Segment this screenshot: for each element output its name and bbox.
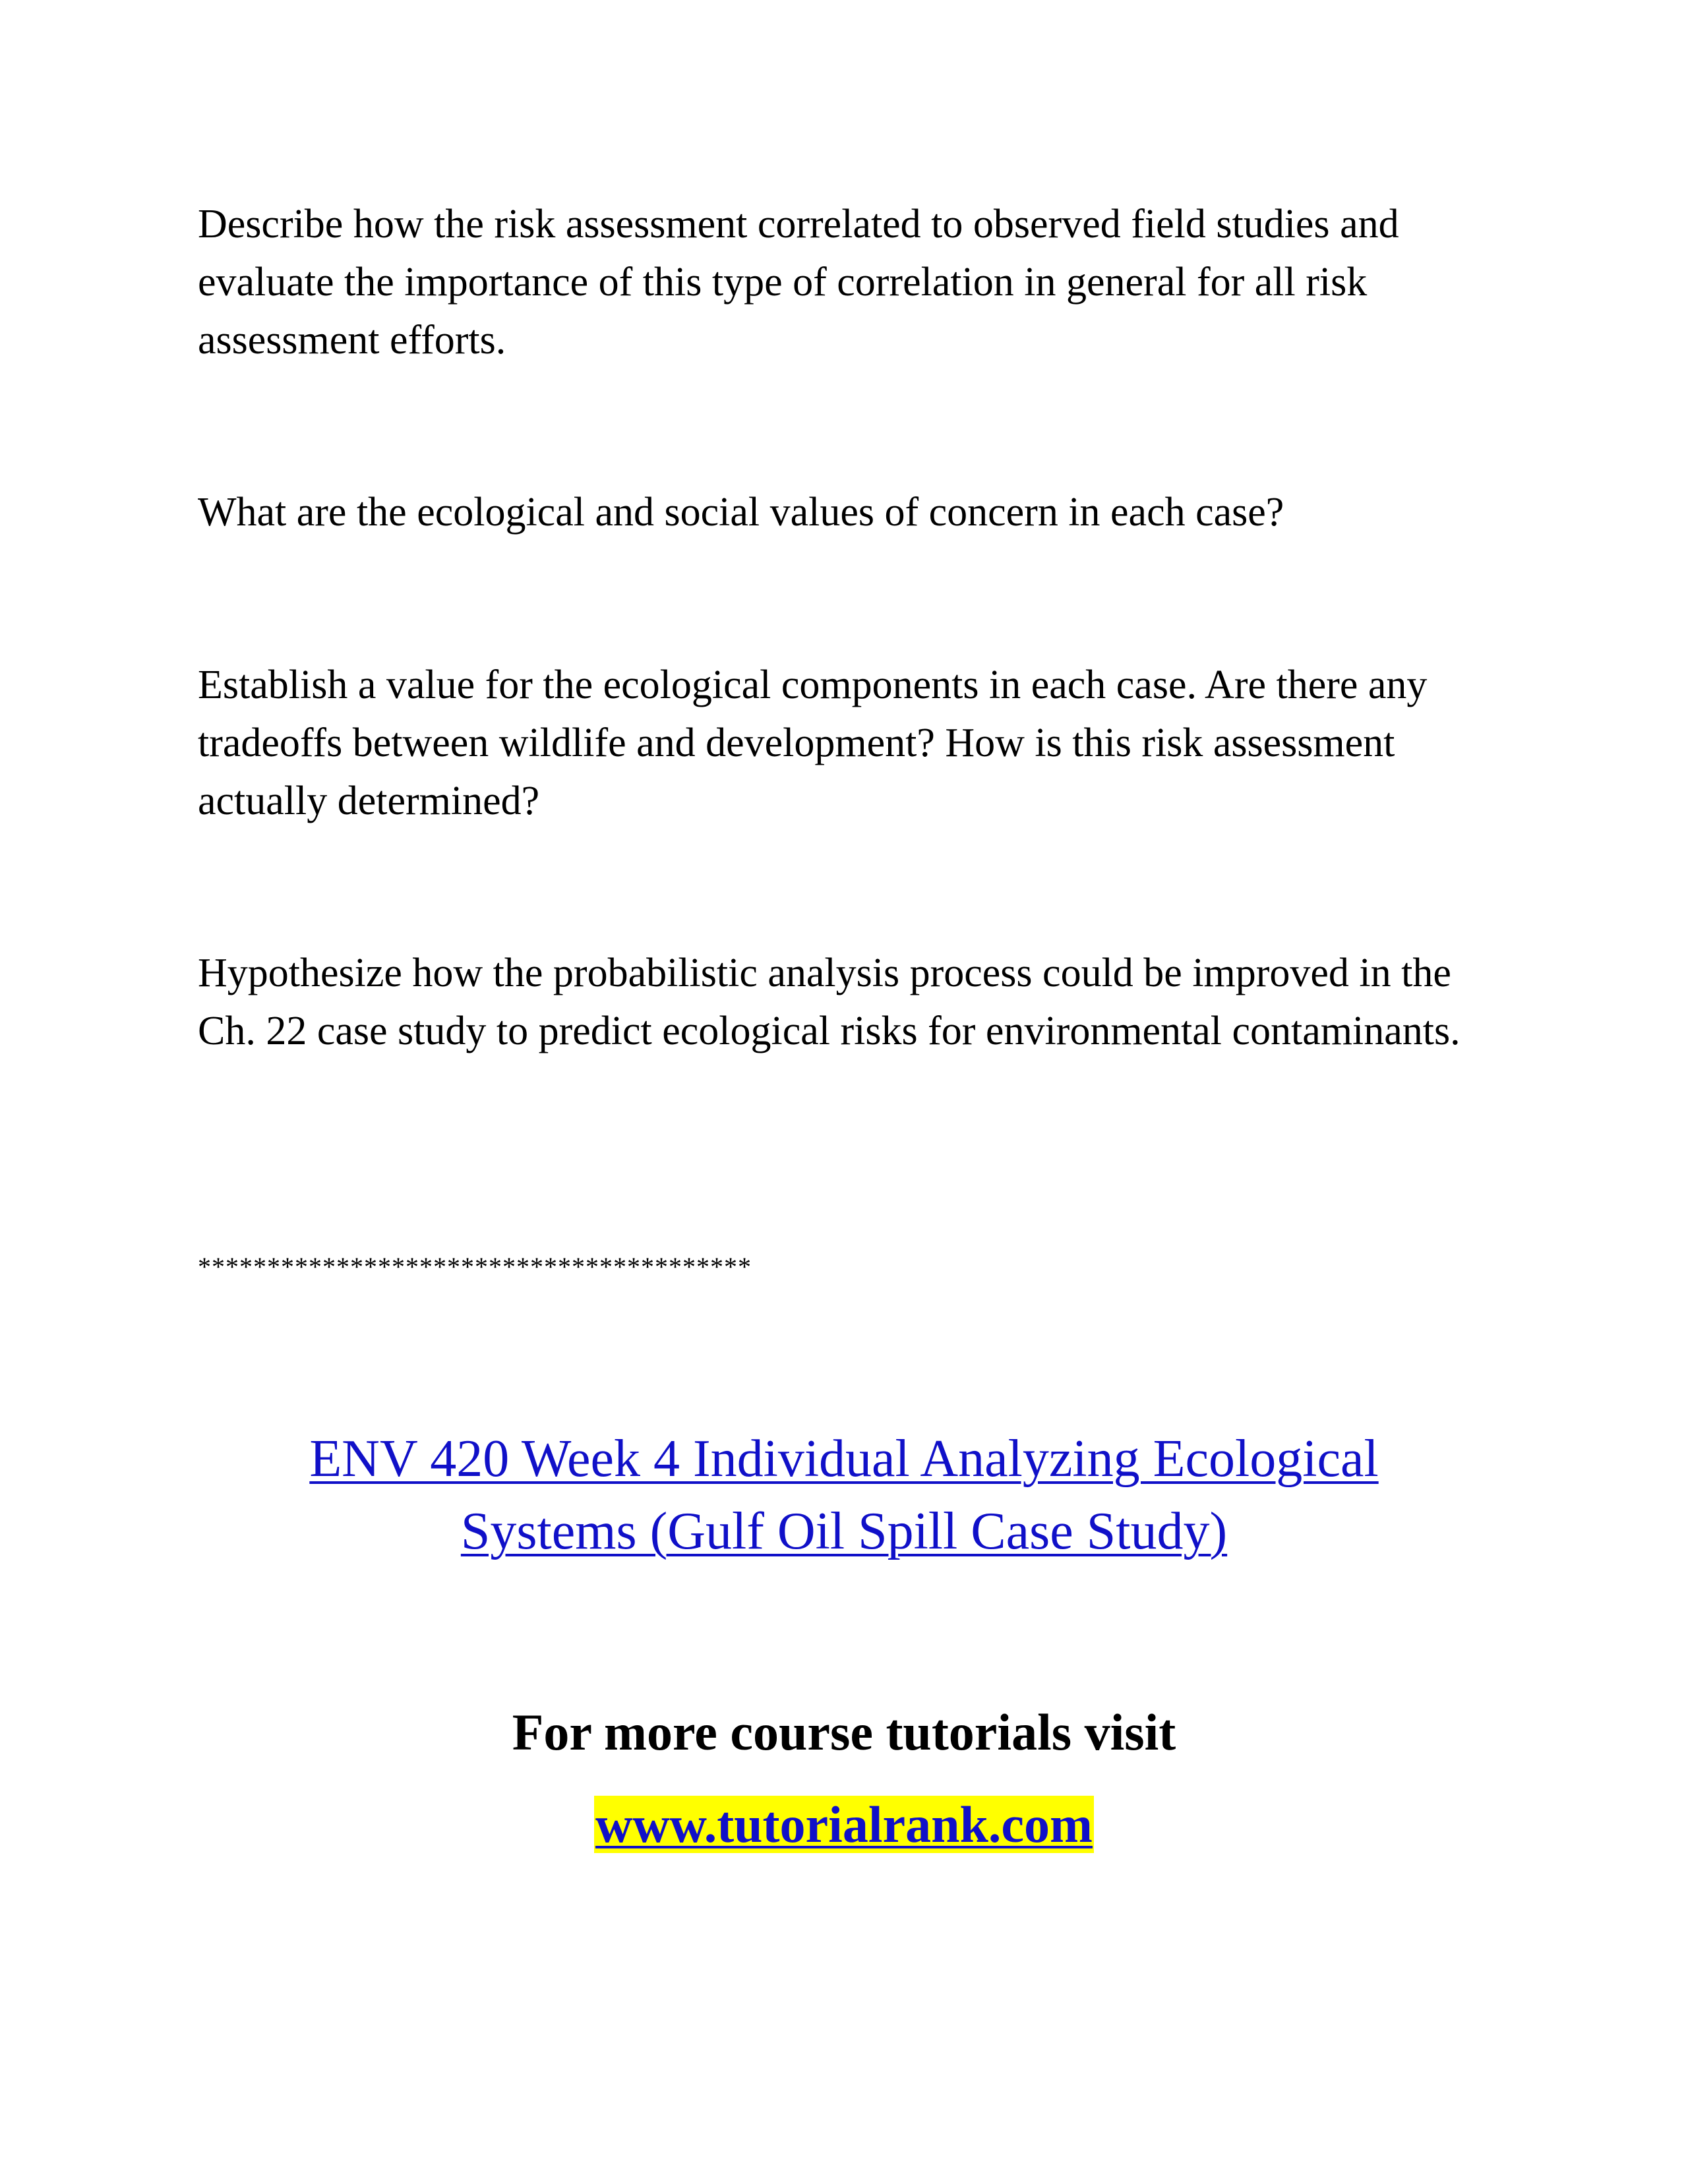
course-link-title (0, 1423, 1688, 1568)
course-link-line2: Systems (Gulf Oil Spill Case Study) (460, 1502, 1228, 1560)
question-paragraph-correlation: Describe how the risk assessment correlated to observed field studies and evaluate the importance of this type of correlation in general for all risk assessment efforts. (198, 202, 1399, 363)
site-link-container (0, 1792, 1688, 1872)
course-link[interactable] (309, 1430, 1378, 1560)
tutorialrank-link[interactable]: www.tutorialrank.com (595, 1796, 1093, 1853)
asterisk-separator: **************************************** (198, 1252, 752, 1282)
visit-heading: For more course tutorials visit (512, 1703, 1176, 1761)
question-paragraph-probabilistic: Hypothesize how the probabilistic analysis process could be improved in the Ch. 22 case study to predict ecological risks for environmental contaminants. (198, 951, 1461, 1053)
question-paragraph-values: What are the ecological and social values of concern in each case? (198, 490, 1284, 535)
course-link-line1: ENV 420 Week 4 Individual Analyzing Ecological (309, 1430, 1379, 1488)
question-paragraph-tradeoffs: Establish a value for the ecological components in each case. Are there any tradeoffs between wildlife and development? How is this risk assessment actually determined? (198, 663, 1428, 823)
